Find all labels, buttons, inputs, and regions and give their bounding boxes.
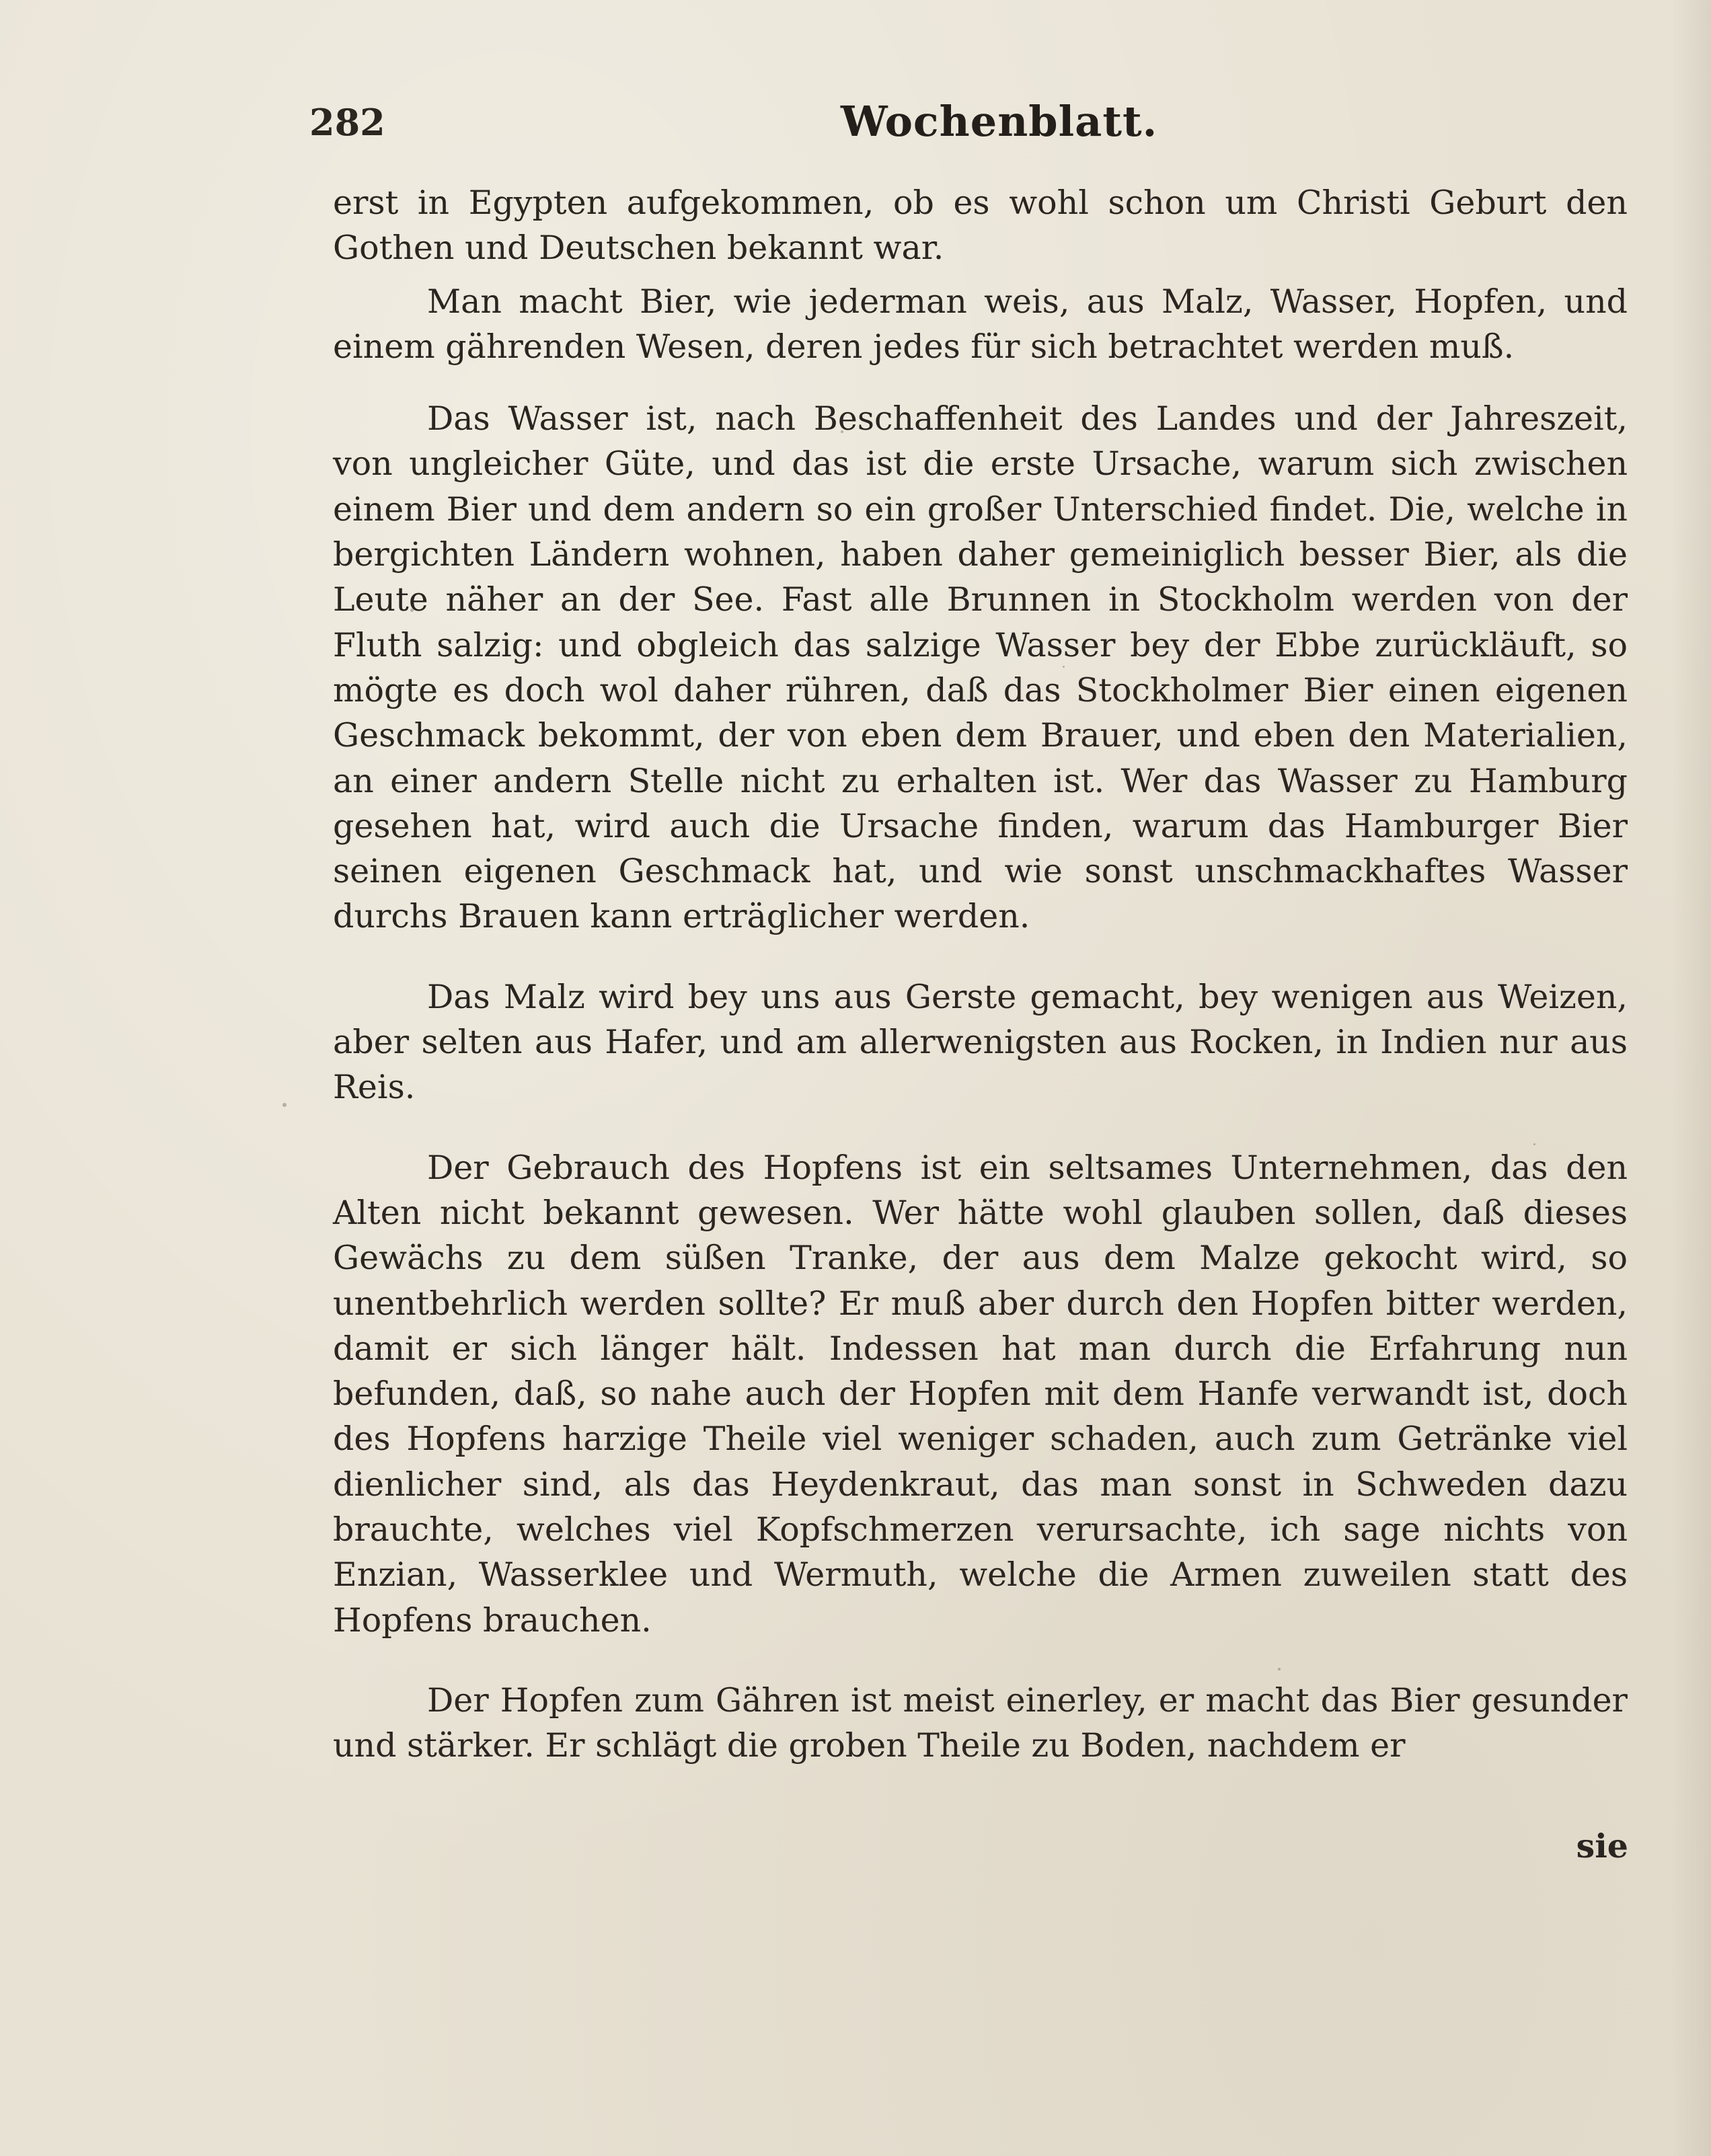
catchword: sie (1576, 1826, 1628, 1865)
paragraph-fermentation: Der Hopfen zum Gähren ist meist einerley, er macht das Bier gesunder und stärker. Er schlägt die groben Theile zu Boden, nachdem er (333, 1681, 1628, 1765)
paragraph-malt: Das Malz wird bey uns aus Gerste gemacht, bey wenigen aus Weizen, aber selten aus Hafer, und am allerwenigsten aus Rocken, in Indien nur aus Reis. (333, 977, 1628, 1107)
paragraph-continuation: erst in Egypten aufgekommen, ob es wohl schon um Christi Geburt den Gothen und Deutschen bekannt war. (333, 184, 1628, 268)
page-edge-shadow (1671, 0, 1711, 2156)
paper-speck (282, 1103, 287, 1107)
paper-speck (841, 430, 843, 433)
running-title: Wochenblatt. (841, 97, 1158, 146)
paragraph-water: Das Wasser ist, nach Beschaffenheit des Landes und der Jahreszeit, von ungleicher Güte, und das ist die erste Ursache, warum sich zwischen einem Bier und dem andern so ein großer Unterschied findet. Die, welche in bergichten Ländern wohnen, haben daher gemeiniglich besser Bier, als die Leute näher an der See. Fast alle Brunnen in Stockholm werden von der Fluth salzig: und obgleich das salzige Wasser bey der Ebbe zurückläuft, so mögte es doch wol daher rühren, daß das Stockholmer Bier einen eigenen Geschmack bekommt, der von eben dem Brauer, und eben den Materialien, an einer andern Stelle nicht zu erhalten ist. Wer das Wasser zu Hamburg gesehen hat, wird auch die Ursache finden, warum das Hamburger Bier seinen eigenen Geschmack hat, und wie sonst unschmackhaftes Wasser durchs Brauen kann erträglicher werden. (333, 399, 1628, 936)
paper-speck (1278, 1668, 1281, 1670)
page-header (309, 87, 1628, 161)
paper-speck (1063, 666, 1065, 668)
paper-speck (1533, 1143, 1535, 1145)
paragraph-hops: Der Gebrauch des Hopfens ist ein seltsames Unternehmen, das den Alten nicht bekannt gewesen. Wer hätte wohl glauben sollen, daß dieses Gewächs zu dem süßen Tranke, der aus dem Malze gekocht wird, so unentbehrlich werden sollte? Er muß aber durch den Hopfen bitter werden, damit er sich länger hält. Indessen hat man durch die Erfahrung nun befunden, daß, so nahe auch der Hopfen mit dem Hanfe verwandt ist, doch des Hopfens harzige Theile viel weniger schaden, auch zum Getränke viel dienlicher sind, als das Heydenkraut, das man sonst in Schweden dazu brauchte, welches viel Kopfschmerzen verursachte, ich sage nichts von Enzian, Wasserklee und Wermuth, welche die Armen zuweilen statt des Hopfens brauchen. (333, 1148, 1628, 1640)
paper-speck (410, 609, 414, 612)
body-text (333, 180, 1628, 1769)
page-number: 282 (309, 101, 385, 144)
paragraph-ingredients: Man macht Bier, wie jederman weis, aus Malz, Wasser, Hopfen, und einem gährenden Wesen, deren jedes für sich betrachtet werden muß. (333, 282, 1628, 366)
